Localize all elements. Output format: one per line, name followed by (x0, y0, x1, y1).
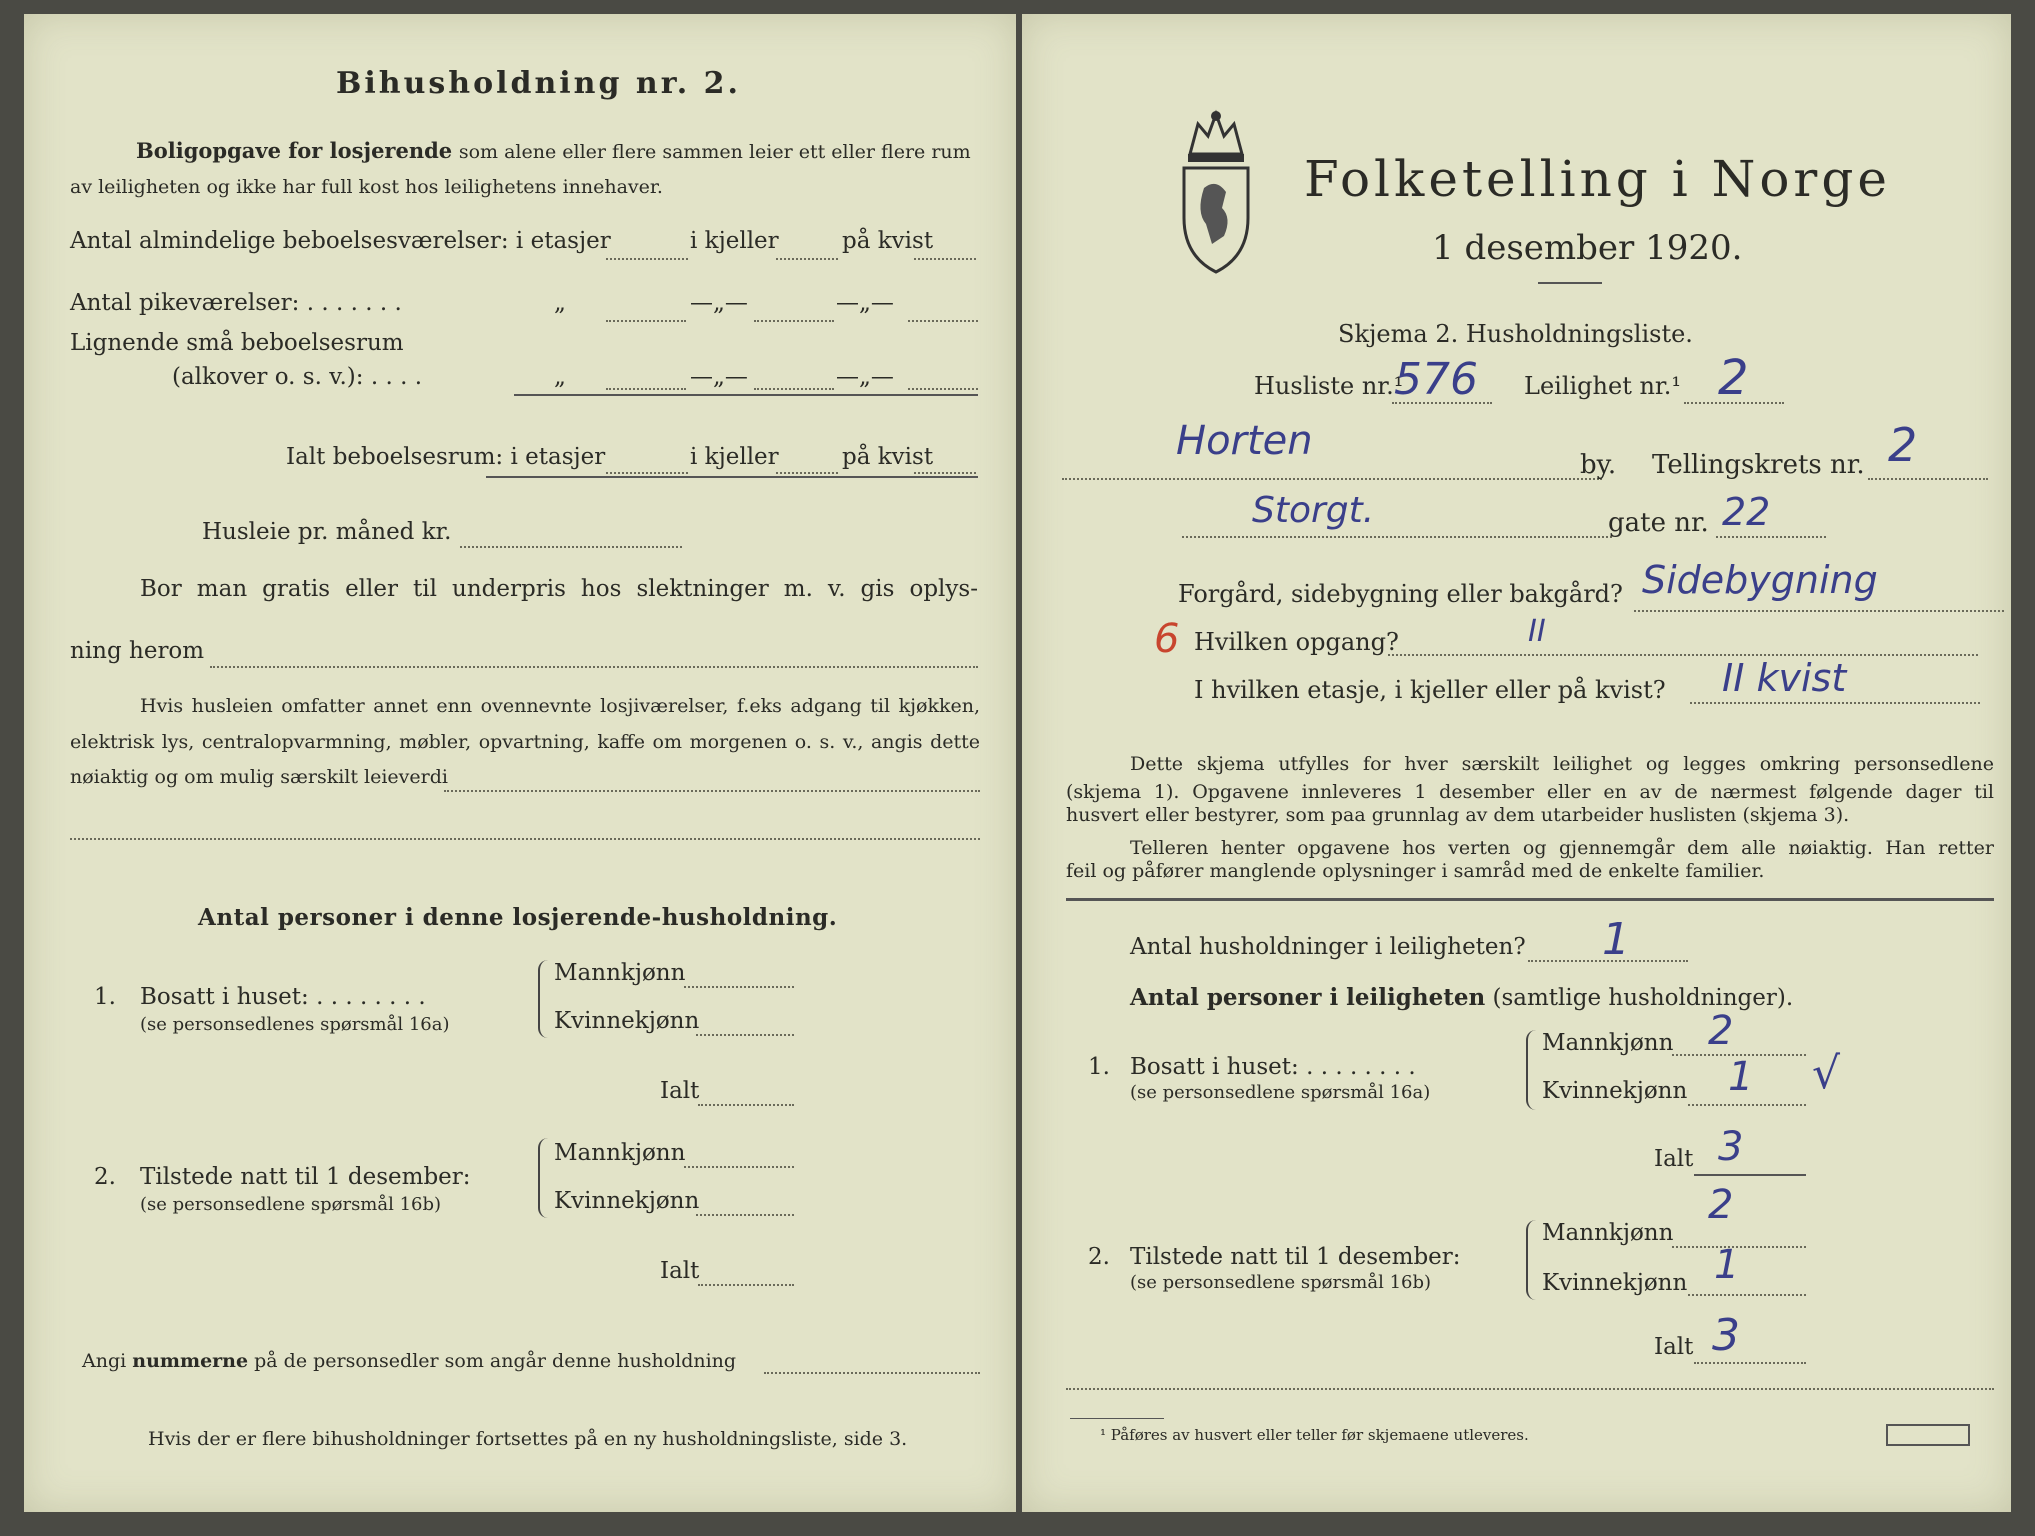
kvinne-label: Kvinnekjønn (554, 1188, 700, 1214)
field-bosatt-kvinne[interactable] (696, 1034, 794, 1036)
teller-line1: Telleren henter opgavene hos verten og gjennemgår dem alle nøiaktig. Han retter (1130, 837, 1994, 859)
husliste-value[interactable]: 576 (1394, 354, 1478, 405)
field-bosatt-ialt[interactable] (698, 1104, 794, 1106)
opgang-value[interactable]: II (1528, 614, 1546, 649)
field-nummerne[interactable] (764, 1372, 980, 1374)
tilstede-mann-value[interactable]: 2 (1708, 1182, 1734, 1228)
tilstede-kvinne-value[interactable]: 1 (1714, 1242, 1740, 1288)
by-label: by. (1580, 450, 1617, 480)
label-i-kjeller: i kjeller (690, 444, 779, 470)
husleie-label: Husleie pr. måned kr. (202, 519, 452, 545)
hvis-line3: nøiaktig og om mulig særskilt leieverdi (70, 766, 448, 788)
field-tilstede-kvinne[interactable] (696, 1214, 794, 1216)
field-pike-kjeller[interactable] (754, 320, 834, 322)
pike-label: Antal pikeværelser: . . . . . . . (70, 290, 402, 316)
gatenr-value[interactable]: 22 (1722, 490, 1771, 534)
field-leieverdi[interactable] (444, 790, 980, 792)
tilstede-ialt-value[interactable]: 3 (1712, 1310, 1740, 1361)
etasje-value[interactable]: II kvist (1722, 656, 1847, 700)
angi-nummerne: nummerne (132, 1350, 249, 1372)
section-2-number: 2. (1088, 1244, 1110, 1270)
ditto-dash: —„— (690, 290, 748, 316)
field-husleie[interactable] (460, 546, 682, 548)
ialt-label: Ialt (1654, 1334, 1694, 1360)
mann-label: Mannkjønn (554, 1140, 686, 1166)
field-tilstede-ialt[interactable] (698, 1284, 794, 1286)
gratis-line2: ning herom (70, 638, 205, 664)
bihusholdning-title: Bihusholdning nr. 2. (336, 66, 741, 101)
kvinne-label: Kvinnekjønn (1542, 1078, 1688, 1104)
hvis-line1: Hvis husleien omfatter annet enn ovennevnte losjiværelser, f.eks adgang til kjøkken, (140, 695, 980, 717)
bosatt-mann-value[interactable]: 2 (1708, 1008, 1734, 1054)
field-bosatt-mann[interactable] (684, 986, 794, 988)
field-alkover-kvist[interactable] (908, 388, 978, 390)
field-ialt-etasjer[interactable] (606, 472, 688, 474)
teller-line2: feil og påfører manglende oplysninger i samråd med de enkelte familier. (1066, 860, 1765, 882)
census-date: 1 desember 1920. (1432, 228, 1743, 268)
antal-personer-heading: Antal personer i denne losjerende-husholdning. (198, 904, 838, 931)
angi-word: Angi (82, 1350, 127, 1372)
ditto-dash: —„— (836, 364, 894, 390)
tilstede-label: Tilstede natt til 1 desember: (1130, 1244, 1461, 1270)
gate-label: gate nr. (1608, 508, 1709, 538)
tilstede-sub: (se personsedlene spørsmål 16b) (1130, 1272, 1432, 1293)
field-alkover-etasjer[interactable] (606, 388, 686, 390)
gratis-text: Bor man gratis eller til underpris hos slektninger m. v. gis oplys- (140, 576, 978, 602)
field-gratis[interactable] (210, 666, 978, 668)
mann-label: Mannkjønn (554, 960, 686, 986)
field-ialt-kvist[interactable] (914, 472, 976, 474)
dette-line1: Dette skjema utfylles for hver særskilt leilighet og legges omkring personsedlene (1130, 753, 1994, 775)
skjema-label: Skjema 2. Husholdningsliste. (1338, 320, 1693, 348)
field-alkover-kjeller[interactable] (754, 388, 834, 390)
ditto-dash: —„— (836, 290, 894, 316)
ditto-mark: „ (554, 364, 566, 390)
kvinne-label: Kvinnekjønn (1542, 1270, 1688, 1296)
intro-line2: av leiligheten og ikke har full kost hos leilighetens innehaver. (70, 176, 663, 198)
field-pike-kvist[interactable] (908, 320, 978, 322)
intro-bold: Boligopgave for losjerende (136, 138, 453, 163)
alkover-label: (alkover o. s. v.): . . . . (172, 364, 423, 390)
field-rooms-kvist[interactable] (914, 258, 976, 260)
section-1-number: 1. (1088, 1054, 1110, 1080)
footnote: ¹ Påføres av husvert eller teller før skjemaene utleveres. (1100, 1426, 1529, 1444)
field-pike-etasjer[interactable] (606, 320, 686, 322)
section-2-number: 2. (94, 1164, 116, 1190)
opgang-label: Hvilken opgang? (1194, 628, 1399, 656)
mann-label: Mannkjønn (1542, 1030, 1674, 1056)
field-rooms-kjeller[interactable] (776, 258, 838, 260)
check-mark: √ (1812, 1048, 1841, 1099)
left-page (24, 14, 1016, 1512)
antal-husholdninger-label: Antal husholdninger i leiligheten? (1130, 934, 1526, 960)
tilstede-label: Tilstede natt til 1 desember: (140, 1164, 471, 1190)
flere-note: Hvis der er flere bihusholdninger fortsettes på en ny husholdningsliste, side 3. (148, 1428, 908, 1450)
ialt-rooms-label: Ialt beboelsesrum: i etasjer (286, 444, 606, 470)
coat-of-arms-icon (1176, 108, 1256, 274)
antal-husholdninger-value[interactable]: 1 (1602, 914, 1630, 965)
label-i-kjeller: i kjeller (690, 228, 779, 254)
section-1-number: 1. (94, 984, 116, 1010)
bosatt-kvinne-value[interactable]: 1 (1728, 1054, 1754, 1100)
leilighet-value[interactable]: 2 (1718, 350, 1749, 406)
forgaard-label: Forgård, sidebygning eller bakgård? (1178, 580, 1623, 608)
tellingskrets-value[interactable]: 2 (1888, 418, 1918, 472)
tellingskrets-label: Tellingskrets nr. (1652, 450, 1865, 480)
etasje-label: I hvilken etasje, i kjeller eller på kvist? (1194, 676, 1666, 704)
hvis-line2: elektrisk lys, centralopvarmning, møbler, opvartning, kaffe om morgenen o. s. v., angis dette (70, 731, 980, 753)
ditto-mark: „ (554, 290, 566, 316)
red-margin-mark: 6 (1154, 616, 1180, 662)
bosatt-sub: (se personsedlenes spørsmål 16a) (140, 1014, 450, 1035)
printer-stamp (1886, 1424, 1970, 1446)
field-rooms-etasjer[interactable] (606, 258, 688, 260)
bosatt-ialt-value[interactable]: 3 (1718, 1124, 1744, 1170)
field-leieverdi-2[interactable] (70, 838, 980, 840)
mann-label: Mannkjønn (1542, 1220, 1674, 1246)
dette-line3: husvert eller bestyrer, som paa grunnlag av dem utarbeider huslisten (skjema 3). (1066, 804, 1850, 826)
field-tilstede-mann[interactable] (684, 1166, 794, 1168)
leilighet-label: Leilighet nr.¹ (1524, 372, 1682, 400)
folketelling-title: Folketelling i Norge (1304, 150, 1891, 208)
ialt-label: Ialt (660, 1258, 700, 1284)
forgaard-value[interactable]: Sidebygning (1642, 558, 1878, 602)
lignende-label: Lignende små beboelsesrum (70, 330, 404, 356)
antal-personer-bold: Antal personer i leiligheten (1130, 984, 1486, 1011)
gate-value[interactable]: Storgt. (1252, 490, 1375, 531)
angi-rest: på de personsedler som angår denne husholdning (254, 1350, 737, 1372)
antal-personer-rest: (samtlige husholdninger). (1492, 985, 1794, 1011)
bosatt-sub: (se personsedlene spørsmål 16a) (1130, 1082, 1431, 1103)
dette-line2: (skjema 1). Opgavene innleveres 1 desember eller en av de nærmest følgende dager til (1066, 781, 1994, 803)
brace (538, 1138, 550, 1218)
ditto-dash: —„— (690, 364, 748, 390)
bosatt-label: Bosatt i huset: . . . . . . . . (1130, 1054, 1416, 1080)
field-ialt-kjeller[interactable] (776, 472, 838, 474)
label-paa-kvist: på kvist (842, 444, 934, 470)
ialt-label: Ialt (660, 1078, 700, 1104)
right-page (1022, 14, 2011, 1512)
brace (538, 960, 550, 1038)
tilstede-sub: (se personsedlene spørsmål 16b) (140, 1194, 442, 1215)
bosatt-label: Bosatt i huset: . . . . . . . . (140, 984, 426, 1010)
husliste-label: Husliste nr.¹ (1254, 372, 1404, 400)
by-value[interactable]: Horten (1176, 418, 1313, 464)
intro-rest: som alene eller flere sammen leier ett eller flere rum (458, 141, 971, 163)
brace (1526, 1220, 1538, 1300)
label-paa-kvist: på kvist (842, 228, 934, 254)
brace (1526, 1030, 1538, 1110)
ialt-label: Ialt (1654, 1146, 1694, 1172)
rooms-label: Antal almindelige beboelsesværelser: i etasjer (70, 228, 611, 254)
kvinne-label: Kvinnekjønn (554, 1008, 700, 1034)
